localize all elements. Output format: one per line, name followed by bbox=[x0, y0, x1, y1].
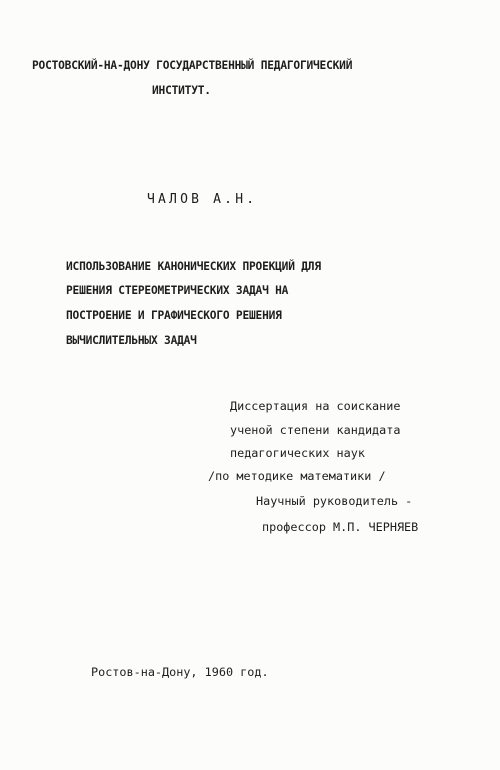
dissertation-line-3: педагогических наук bbox=[230, 446, 365, 460]
dissertation-line-1: Диссертация на соискание bbox=[230, 399, 401, 413]
supervisor-line-2: профессор М.П. ЧЕРНЯЕВ bbox=[262, 520, 419, 534]
place-and-year: Ростов-на-Дону, 1960 год. bbox=[91, 665, 269, 679]
dissertation-line-4: /по методике математики / bbox=[208, 469, 386, 483]
title-line-3: ПОСТРОЕНИЕ И ГРАФИЧЕСКОГО РЕШЕНИЯ bbox=[66, 309, 282, 322]
dissertation-line-2: ученой степени кандидата bbox=[230, 423, 401, 437]
title-line-2: РЕШЕНИЯ СТЕРЕОМЕТРИЧЕСКИХ ЗАДАЧ НА bbox=[66, 284, 289, 297]
title-line-4: ВЫЧИСЛИТЕЛЬНЫХ ЗАДАЧ bbox=[66, 334, 197, 347]
title-line-1: ИСПОЛЬЗОВАНИЕ КАНОНИЧЕСКИХ ПРОЕКЦИЙ ДЛЯ bbox=[66, 260, 321, 273]
institution-line-2: ИНСТИТУТ. bbox=[152, 84, 211, 97]
institution-line-1: РОСТОВСКИЙ-НА-ДОНУ ГОСУДАРСТВЕННЫЙ ПЕДАГОГИЧЕСКИЙ bbox=[32, 59, 353, 72]
supervisor-line-1: Научный руководитель - bbox=[256, 494, 413, 508]
author-name: ЧАЛОВ А.Н. bbox=[147, 192, 258, 207]
